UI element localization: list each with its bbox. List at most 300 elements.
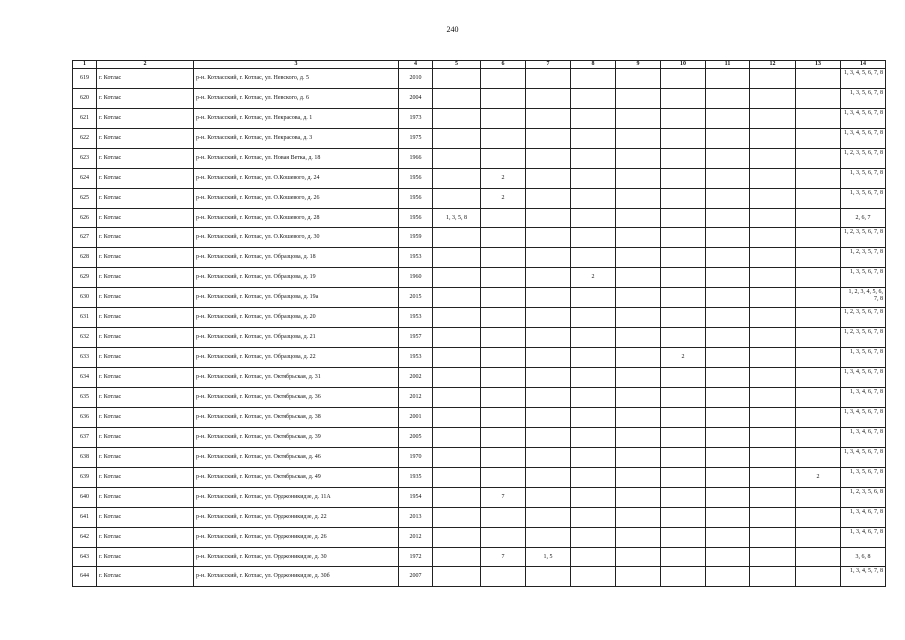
col9-cell [616, 408, 661, 428]
year-cell: 1953 [399, 248, 433, 268]
col7-cell [526, 348, 571, 368]
row-number: 633 [73, 348, 97, 368]
col10-cell [661, 368, 706, 388]
col11-cell [706, 209, 750, 228]
address-cell: р-н. Котласский, г. Котлас, ул. Невского, д. 5 [194, 69, 399, 89]
col7-cell [526, 368, 571, 388]
table-row [73, 488, 886, 508]
col8-cell [571, 468, 616, 488]
col10-cell [661, 548, 706, 567]
address-cell: р-н. Котласский, г. Котлас, ул. Новая Ветка, д. 18 [194, 149, 399, 169]
col5-cell [433, 228, 481, 248]
col7-cell [526, 508, 571, 528]
col12-cell [750, 567, 796, 587]
col6-cell [481, 209, 526, 228]
col14-cell: 1, 3, 4, 6, 7, 8 [841, 428, 886, 448]
col11-cell [706, 408, 750, 428]
header-row [73, 61, 886, 69]
year-cell: 1970 [399, 448, 433, 468]
col13-cell [796, 228, 841, 248]
col10-cell [661, 228, 706, 248]
col13-cell [796, 69, 841, 89]
col14-cell: 1, 2, 3, 5, 7, 8 [841, 248, 886, 268]
col10-cell [661, 149, 706, 169]
address-cell: р-н. Котласский, г. Котлас, ул. Образцова, д. 19 [194, 268, 399, 288]
col8-cell [571, 408, 616, 428]
col13-cell [796, 388, 841, 408]
col12-cell [750, 528, 796, 548]
city-cell: г. Котлас [97, 468, 194, 488]
year-cell: 1953 [399, 308, 433, 328]
city-cell: г. Котлас [97, 69, 194, 89]
col8-cell [571, 348, 616, 368]
col9-cell [616, 328, 661, 348]
col9-cell [616, 288, 661, 308]
col9-cell [616, 548, 661, 567]
col9-cell [616, 228, 661, 248]
col12-cell [750, 189, 796, 209]
year-cell: 2004 [399, 89, 433, 109]
year-cell: 1956 [399, 209, 433, 228]
col9-cell [616, 508, 661, 528]
col13-cell [796, 348, 841, 368]
row-number: 636 [73, 408, 97, 428]
year-cell: 1956 [399, 169, 433, 189]
address-cell: р-н. Котласский, г. Котлас, ул. Образцова, д. 20 [194, 308, 399, 328]
year-cell: 1957 [399, 328, 433, 348]
table-row [73, 228, 886, 248]
table-row [73, 209, 886, 228]
col11-cell [706, 109, 750, 129]
col10-cell [661, 528, 706, 548]
col13-cell [796, 548, 841, 567]
col14-cell: 1, 3, 4, 6, 7, 8 [841, 388, 886, 408]
row-number: 631 [73, 308, 97, 328]
col5-cell [433, 348, 481, 368]
col5-cell: 1, 3, 5, 8 [433, 209, 481, 228]
col9-cell [616, 248, 661, 268]
col5-cell [433, 129, 481, 149]
col12-cell [750, 109, 796, 129]
col9-cell [616, 189, 661, 209]
col8-cell [571, 368, 616, 388]
address-cell: р-н. Котласский, г. Котлас, ул. Орджоникидзе, д. 30б [194, 567, 399, 587]
table-row [73, 129, 886, 149]
col14-cell: 1, 3, 5, 6, 7, 8 [841, 169, 886, 189]
city-cell: г. Котлас [97, 408, 194, 428]
col14-cell: 1, 2, 3, 5, 6, 7, 8 [841, 308, 886, 328]
year-cell: 2002 [399, 368, 433, 388]
col8-cell [571, 288, 616, 308]
col8-cell [571, 169, 616, 189]
col5-cell [433, 268, 481, 288]
table-row [73, 368, 886, 388]
col9-cell [616, 528, 661, 548]
col10-cell [661, 448, 706, 468]
col9-cell [616, 169, 661, 189]
row-number: 629 [73, 268, 97, 288]
table-row [73, 508, 886, 528]
city-cell: г. Котлас [97, 129, 194, 149]
col10-cell [661, 428, 706, 448]
col12-cell [750, 288, 796, 308]
col11-cell [706, 528, 750, 548]
col12-cell [750, 228, 796, 248]
col11-cell [706, 169, 750, 189]
year-cell: 1973 [399, 109, 433, 129]
col13-cell [796, 209, 841, 228]
table-row [73, 109, 886, 129]
table-row [73, 288, 886, 308]
row-number: 623 [73, 149, 97, 169]
col8-cell [571, 69, 616, 89]
col10-cell [661, 129, 706, 149]
year-cell: 1935 [399, 468, 433, 488]
col7-cell [526, 89, 571, 109]
year-cell: 1954 [399, 488, 433, 508]
city-cell: г. Котлас [97, 488, 194, 508]
city-cell: г. Котлас [97, 528, 194, 548]
col6-cell: 2 [481, 169, 526, 189]
col6-cell [481, 248, 526, 268]
row-number: 637 [73, 428, 97, 448]
col9-cell [616, 308, 661, 328]
city-cell: г. Котлас [97, 548, 194, 567]
address-cell: р-н. Котласский, г. Котлас, ул. Орджоникидзе, д. 30 [194, 548, 399, 567]
col9-cell [616, 448, 661, 468]
col10-cell: 2 [661, 348, 706, 368]
col11-cell [706, 69, 750, 89]
col6-cell [481, 368, 526, 388]
col10-cell [661, 388, 706, 408]
table-row [73, 268, 886, 288]
col5-cell [433, 169, 481, 189]
col9-cell [616, 129, 661, 149]
city-cell: г. Котлас [97, 209, 194, 228]
col10-cell [661, 69, 706, 89]
col13-cell [796, 248, 841, 268]
row-number: 628 [73, 248, 97, 268]
year-cell: 2005 [399, 428, 433, 448]
table-row [73, 428, 886, 448]
col7-cell [526, 428, 571, 448]
column-header-5: 5 [433, 61, 481, 69]
col11-cell [706, 149, 750, 169]
col13-cell [796, 528, 841, 548]
col5-cell [433, 288, 481, 308]
col8-cell [571, 508, 616, 528]
city-cell: г. Котлас [97, 388, 194, 408]
col6-cell [481, 268, 526, 288]
col5-cell [433, 109, 481, 129]
col14-cell: 1, 3, 5, 6, 7, 8 [841, 348, 886, 368]
col9-cell [616, 268, 661, 288]
city-cell: г. Котлас [97, 169, 194, 189]
col6-cell [481, 328, 526, 348]
column-header-13: 13 [796, 61, 841, 69]
col6-cell [481, 508, 526, 528]
year-cell: 1956 [399, 189, 433, 209]
col13-cell: 2 [796, 468, 841, 488]
col7-cell [526, 388, 571, 408]
address-cell: р-н. Котласский, г. Котлас, ул. Октябрьская, д. 39 [194, 428, 399, 448]
row-number: 624 [73, 169, 97, 189]
col6-cell [481, 348, 526, 368]
city-cell: г. Котлас [97, 149, 194, 169]
row-number: 644 [73, 567, 97, 587]
col6-cell [481, 288, 526, 308]
col12-cell [750, 548, 796, 567]
col11-cell [706, 567, 750, 587]
col12-cell [750, 348, 796, 368]
col10-cell [661, 109, 706, 129]
address-cell: р-н. Котласский, г. Котлас, ул. Некрасова, д. 3 [194, 129, 399, 149]
col12-cell [750, 129, 796, 149]
col12-cell [750, 268, 796, 288]
table-row [73, 408, 886, 428]
col5-cell [433, 308, 481, 328]
col5-cell [433, 448, 481, 468]
col13-cell [796, 408, 841, 428]
col6-cell [481, 149, 526, 169]
col13-cell [796, 328, 841, 348]
col14-cell: 1, 3, 4, 5, 7, 8 [841, 567, 886, 587]
city-cell: г. Котлас [97, 567, 194, 587]
row-number: 638 [73, 448, 97, 468]
address-cell: р-н. Котласский, г. Котлас, ул. Октябрьская, д. 46 [194, 448, 399, 468]
address-cell: р-н. Котласский, г. Котлас, ул. Октябрьская, д. 49 [194, 468, 399, 488]
address-cell: р-н. Котласский, г. Котлас, ул. Октябрьская, д. 36 [194, 388, 399, 408]
col5-cell [433, 528, 481, 548]
col10-cell [661, 189, 706, 209]
col6-cell [481, 448, 526, 468]
table-body [73, 69, 886, 587]
col5-cell [433, 149, 481, 169]
col8-cell [571, 448, 616, 468]
col14-cell: 1, 3, 5, 6, 7, 8 [841, 89, 886, 109]
col14-cell: 1, 3, 4, 6, 7, 8 [841, 508, 886, 528]
city-cell: г. Котлас [97, 189, 194, 209]
col12-cell [750, 248, 796, 268]
col12-cell [750, 89, 796, 109]
col10-cell [661, 248, 706, 268]
column-header-10: 10 [661, 61, 706, 69]
col10-cell [661, 169, 706, 189]
col8-cell [571, 308, 616, 328]
table-row [73, 69, 886, 89]
col6-cell [481, 528, 526, 548]
col11-cell [706, 548, 750, 567]
col5-cell [433, 368, 481, 388]
row-number: 630 [73, 288, 97, 308]
col8-cell [571, 189, 616, 209]
col7-cell [526, 468, 571, 488]
year-cell: 1966 [399, 149, 433, 169]
col7-cell [526, 408, 571, 428]
col14-cell: 1, 3, 4, 5, 6, 7, 8 [841, 408, 886, 428]
table-row [73, 169, 886, 189]
city-cell: г. Котлас [97, 308, 194, 328]
col7-cell [526, 308, 571, 328]
col6-cell: 7 [481, 548, 526, 567]
col8-cell [571, 228, 616, 248]
col13-cell [796, 268, 841, 288]
data-table [72, 60, 886, 587]
col7-cell [526, 109, 571, 129]
column-header-9: 9 [616, 61, 661, 69]
column-header-1: 1 [73, 61, 97, 69]
col10-cell [661, 288, 706, 308]
row-number: 625 [73, 189, 97, 209]
year-cell: 2012 [399, 388, 433, 408]
city-cell: г. Котлас [97, 368, 194, 388]
col8-cell [571, 488, 616, 508]
table-row [73, 348, 886, 368]
col10-cell [661, 209, 706, 228]
row-number: 621 [73, 109, 97, 129]
col9-cell [616, 428, 661, 448]
col6-cell [481, 89, 526, 109]
page-number: 240 [446, 25, 459, 34]
col13-cell [796, 189, 841, 209]
address-cell: р-н. Котласский, г. Котлас, ул. Некрасова, д. 1 [194, 109, 399, 129]
col7-cell [526, 488, 571, 508]
col6-cell [481, 109, 526, 129]
column-header-3: 3 [194, 61, 399, 69]
column-header-4: 4 [399, 61, 433, 69]
col12-cell [750, 149, 796, 169]
col11-cell [706, 228, 750, 248]
col14-cell: 1, 3, 5, 6, 7, 8 [841, 468, 886, 488]
col14-cell: 1, 3, 4, 5, 6, 7, 8 [841, 368, 886, 388]
address-cell: р-н. Котласский, г. Котлас, ул. О.Кошевого, д. 24 [194, 169, 399, 189]
address-cell: р-н. Котласский, г. Котлас, ул. О.Кошевого, д. 30 [194, 228, 399, 248]
col7-cell [526, 268, 571, 288]
col7-cell [526, 288, 571, 308]
table-row [73, 468, 886, 488]
col13-cell [796, 129, 841, 149]
address-cell: р-н. Котласский, г. Котлас, ул. Октябрьская, д. 38 [194, 408, 399, 428]
col13-cell [796, 508, 841, 528]
col11-cell [706, 268, 750, 288]
col10-cell [661, 488, 706, 508]
table-row [73, 448, 886, 468]
col12-cell [750, 328, 796, 348]
column-header-11: 11 [706, 61, 750, 69]
col11-cell [706, 308, 750, 328]
col8-cell [571, 209, 616, 228]
col5-cell [433, 69, 481, 89]
col6-cell: 7 [481, 488, 526, 508]
column-header-14: 14 [841, 61, 886, 69]
column-header-6: 6 [481, 61, 526, 69]
city-cell: г. Котлас [97, 228, 194, 248]
row-number: 627 [73, 228, 97, 248]
year-cell: 2010 [399, 69, 433, 89]
col14-cell: 1, 2, 3, 5, 6, 7, 8 [841, 149, 886, 169]
col13-cell [796, 169, 841, 189]
col8-cell [571, 109, 616, 129]
col12-cell [750, 448, 796, 468]
col6-cell [481, 567, 526, 587]
col13-cell [796, 368, 841, 388]
col11-cell [706, 448, 750, 468]
row-number: 632 [73, 328, 97, 348]
col6-cell [481, 468, 526, 488]
col9-cell [616, 368, 661, 388]
col13-cell [796, 89, 841, 109]
col8-cell [571, 548, 616, 567]
row-number: 634 [73, 368, 97, 388]
col14-cell: 1, 3, 5, 6, 7, 8 [841, 268, 886, 288]
col8-cell [571, 328, 616, 348]
year-cell: 2001 [399, 408, 433, 428]
col14-cell: 1, 2, 3, 5, 6, 7, 8 [841, 328, 886, 348]
col12-cell [750, 308, 796, 328]
col9-cell [616, 567, 661, 587]
col11-cell [706, 288, 750, 308]
city-cell: г. Котлас [97, 348, 194, 368]
col12-cell [750, 169, 796, 189]
city-cell: г. Котлас [97, 428, 194, 448]
row-number: 622 [73, 129, 97, 149]
col8-cell [571, 428, 616, 448]
year-cell: 1959 [399, 228, 433, 248]
year-cell: 1975 [399, 129, 433, 149]
address-cell: р-н. Котласский, г. Котлас, ул. Образцова, д. 19а [194, 288, 399, 308]
address-cell: р-н. Котласский, г. Котлас, ул. Орджоникидзе, д. 22 [194, 508, 399, 528]
col8-cell [571, 129, 616, 149]
col14-cell: 1, 3, 4, 6, 7, 8 [841, 528, 886, 548]
table-row [73, 528, 886, 548]
col14-cell: 2, 6, 7 [841, 209, 886, 228]
col9-cell [616, 388, 661, 408]
row-number: 635 [73, 388, 97, 408]
col11-cell [706, 189, 750, 209]
col11-cell [706, 368, 750, 388]
address-cell: р-н. Котласский, г. Котлас, ул. Образцова, д. 21 [194, 328, 399, 348]
col5-cell [433, 567, 481, 587]
column-header-7: 7 [526, 61, 571, 69]
col5-cell [433, 468, 481, 488]
col6-cell [481, 129, 526, 149]
col12-cell [750, 69, 796, 89]
col11-cell [706, 388, 750, 408]
table-row [73, 548, 886, 567]
table-row [73, 248, 886, 268]
col5-cell [433, 508, 481, 528]
col13-cell [796, 308, 841, 328]
col5-cell [433, 328, 481, 348]
col10-cell [661, 308, 706, 328]
col7-cell [526, 328, 571, 348]
table-row [73, 308, 886, 328]
row-number: 626 [73, 209, 97, 228]
col7-cell [526, 149, 571, 169]
col12-cell [750, 428, 796, 448]
col6-cell [481, 428, 526, 448]
col13-cell [796, 149, 841, 169]
col7-cell [526, 169, 571, 189]
col11-cell [706, 248, 750, 268]
col5-cell [433, 488, 481, 508]
table-row [73, 89, 886, 109]
col14-cell: 1, 3, 4, 5, 6, 7, 8 [841, 69, 886, 89]
col13-cell [796, 428, 841, 448]
col7-cell [526, 228, 571, 248]
col12-cell [750, 508, 796, 528]
col14-cell: 1, 2, 3, 5, 6, 7, 8 [841, 228, 886, 248]
